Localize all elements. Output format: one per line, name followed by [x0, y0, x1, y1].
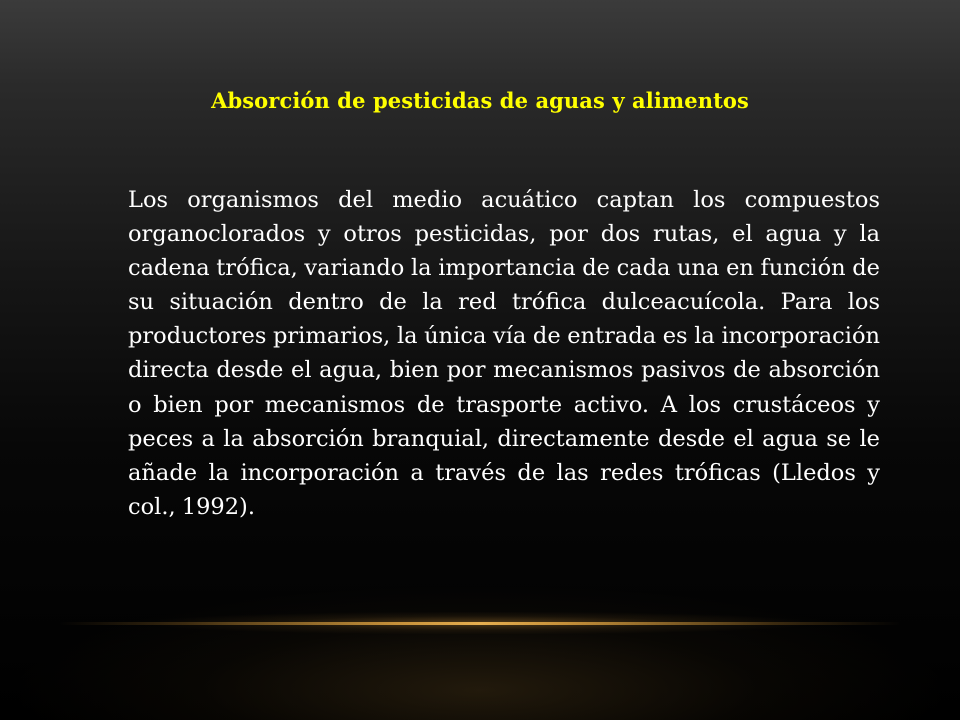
decorative-divider-line	[60, 622, 900, 625]
body-paragraph: Los organismos del medio acuático captan los compuestos organoclorados y otros pesticidas, por dos rutas, el agua y la cadena trófica, variando la importancia de cada una en función de su situación dentro de la red trófica dulceacuícola. Para los productores primarios, la única vía de entrada es la incorporación directa desde el agua, bien por mecanismos pasivos de absorción o bien por mecanismos de trasporte activo. A los crustáceos y peces a la absorción branquial, directamente desde el agua se le añade la incorporación a través de las redes tróficas (Lledos y col., 1992).	[128, 187, 880, 520]
slide-title: Absorción de pesticidas de aguas y alimentos	[211, 88, 749, 113]
